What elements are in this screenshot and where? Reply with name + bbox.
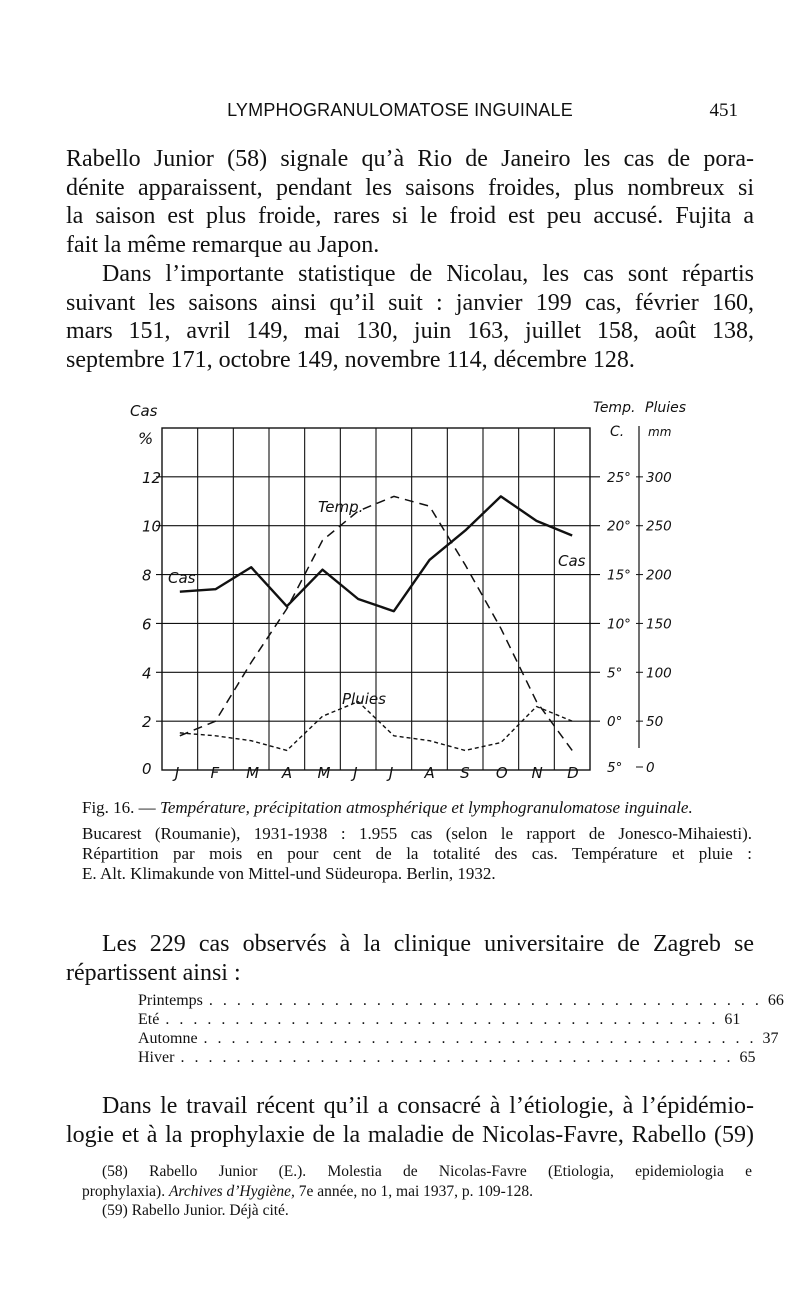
text-line: dénite apparaissent, pendant les saisons froides, plus nombreux si — [66, 174, 754, 201]
text-line: suivant les saisons ainsi qu’il suit : janvier 199 cas, février 160, — [66, 289, 754, 316]
month-label: M — [317, 764, 331, 782]
left-tick-label: 8 — [142, 566, 152, 585]
season-row — [138, 1049, 756, 1068]
leader-dots: . . . . . . . . . . . . . . . . . . . . . . . . . . . . . . . . . . . . . . . . — [180, 1049, 734, 1066]
left-tick-label: 10 — [142, 517, 162, 536]
chart-svg — [120, 398, 710, 798]
series-annotation: Pluies — [342, 690, 386, 708]
temp-tick-label: 5° — [607, 760, 623, 776]
season-row — [138, 1030, 779, 1049]
footnote-text: 7e année, no 1, mai 1937, p. 109-128. — [298, 1182, 533, 1200]
caption-line: E. Alt. Klimakunde von Mittel-und Südeuropa. Berlin, 1932. — [82, 864, 496, 883]
season-label: Eté — [138, 1011, 160, 1028]
rain-axis-unit: mm — [648, 425, 672, 439]
left-tick-label: 2 — [142, 713, 152, 732]
leader-dots: . . . . . . . . . . . . . . . . . . . . . . . . . . . . . . . . . . . . . . . . — [208, 992, 762, 1009]
left-tick-label: 0 — [142, 760, 152, 778]
month-label: O — [495, 764, 508, 782]
paragraph-nicolau — [66, 260, 754, 374]
text-line: mars 151, avril 149, mai 130, juin 163, juillet 158, août 138, — [66, 318, 754, 344]
left-tick-label: 12 — [142, 468, 162, 487]
rain-tick-label: 150 — [646, 616, 672, 633]
month-label: F — [210, 764, 220, 782]
temp-tick-label: 15° — [607, 567, 631, 584]
season-value: 65 — [739, 1049, 756, 1066]
footnote-59: (59) Rabello Junior. Déjà cité. — [102, 1202, 289, 1219]
footnote-text: prophylaxia). — [82, 1182, 166, 1200]
text-line: logie et à la prophylaxie de la maladie de Nicolas-Favre, Rabello (59) — [66, 1121, 754, 1148]
temp-tick-label: 5° — [607, 665, 623, 682]
footnote-58-cont — [82, 1182, 752, 1202]
figure-16-chart — [120, 398, 710, 798]
running-title: LYMPHOGRANULOMATOSE INGUINALE — [227, 100, 573, 120]
month-label: J — [353, 764, 358, 782]
figure-caption — [82, 798, 752, 884]
leader-dots: . . . . . . . . . . . . . . . . . . . . . . . . . . . . . . . . . . . . . . . . — [165, 1011, 719, 1028]
season-value: 37 — [762, 1030, 779, 1047]
paragraph-zagreb — [66, 930, 754, 987]
month-label: D — [567, 764, 579, 782]
series-annotation: Cas — [558, 552, 586, 570]
season-value: 61 — [724, 1011, 741, 1028]
footnotes — [82, 1162, 752, 1221]
temp-axis-unit: C. — [610, 424, 625, 440]
season-value: 66 — [767, 992, 784, 1009]
month-label: A — [424, 764, 435, 782]
caption-line: Répartition par mois en pour cent de la totalité des cas. Température et pluie : — [82, 844, 752, 863]
caption-title: Température, précipitation atmosphérique et lymphogranulomatose inguinale. — [159, 798, 693, 817]
month-label: N — [531, 764, 543, 782]
season-table — [138, 992, 784, 1068]
season-label: Hiver — [138, 1049, 175, 1066]
text-line: septembre 171, octobre 149, novembre 114, décembre 128. — [66, 346, 635, 373]
rain-tick-label: 250 — [646, 518, 672, 535]
leader-dots: . . . . . . . . . . . . . . . . . . . . . . . . . . . . . . . . . . . . . . . . — [203, 1030, 757, 1047]
text-line: Rabello Junior (58) signale qu’à Rio de Janeiro les cas de pora- — [66, 146, 754, 172]
paragraph-rabello-recent — [66, 1092, 754, 1149]
temp-tick-label: 0° — [607, 714, 623, 731]
rain-tick-label: 200 — [646, 567, 672, 584]
season-row — [138, 1011, 741, 1030]
text-line: Les 229 cas observés à la clinique universitaire de Zagreb se — [102, 931, 754, 957]
temp-tick-label: 20° — [607, 518, 631, 535]
temp-tick-label: 25° — [607, 469, 631, 486]
paragraph-rabello — [66, 145, 754, 259]
caption-line: Bucarest (Roumanie), 1931-1938 : 1.955 cas (selon le rapport de Jonesco-Mihaiesti). — [82, 824, 752, 843]
text-line: Dans le travail récent qu’il a consacré à l’étiologie, à l’épidémio- — [102, 1093, 754, 1119]
season-row — [138, 992, 784, 1011]
text-line: Dans l’importante statistique de Nicolau, les cas sont répartis — [102, 261, 754, 287]
month-label: A — [281, 764, 293, 782]
month-label: J — [388, 764, 394, 782]
left-tick-label: 4 — [142, 664, 152, 683]
season-label: Printemps — [138, 992, 203, 1009]
season-label: Automne — [138, 1030, 198, 1047]
rain-axis-title: Pluies — [645, 400, 687, 416]
temp-axis-title: Temp. — [593, 400, 636, 416]
rain-tick-label: 50 — [646, 714, 664, 731]
month-label: J — [174, 764, 180, 782]
caption-label: Fig. 16. — — [82, 798, 156, 817]
text-line: fait la même remarque au Japon. — [66, 231, 380, 258]
text-line: répartissent ainsi : — [66, 959, 241, 986]
series-annotation: Cas — [168, 569, 196, 587]
rain-tick-label: 300 — [646, 469, 672, 486]
left-tick-label: 6 — [142, 615, 152, 634]
rain-tick-label: 100 — [646, 665, 672, 682]
left-axis-unit: % — [138, 429, 154, 448]
running-header — [0, 100, 800, 130]
footnote-58: (58) Rabello Junior (E.). Molestia de Nicolas-Favre (Etiologia, epidemiologia e — [102, 1163, 752, 1180]
left-axis-title: Cas — [130, 402, 158, 420]
rain-tick-label: 0 — [646, 760, 655, 776]
month-label: S — [460, 764, 470, 782]
series-annotation: Temp. — [318, 498, 364, 516]
month-label: M — [246, 764, 260, 782]
text-line: la saison est plus froide, rares si le froid est peu accusé. Fujita a — [66, 203, 754, 229]
page-number: 451 — [709, 100, 738, 121]
temp-tick-label: 10° — [607, 616, 631, 633]
footnote-journal: Archives d’Hygiène, — [168, 1182, 295, 1200]
